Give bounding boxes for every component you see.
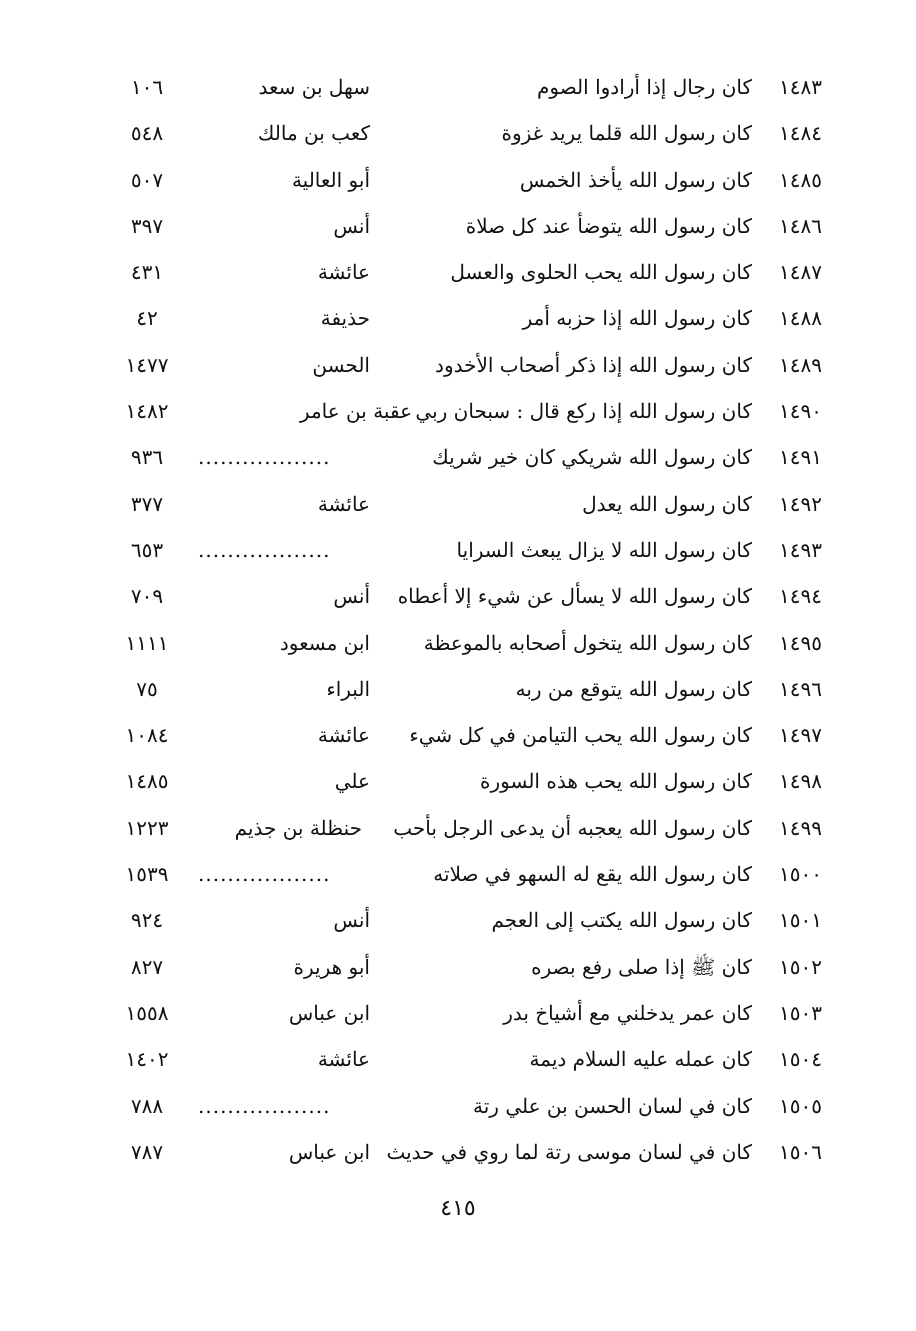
list-item — [110, 66, 822, 112]
entry-narrator: عائشة — [317, 260, 370, 285]
entry-narrator: أبو هريرة — [293, 954, 370, 979]
entry-number: ١٤٨٤ — [779, 121, 822, 146]
entry-title: كان رسول الله قلما يريد غزوة — [501, 121, 752, 146]
dotted-leader: .................. — [198, 1093, 331, 1118]
entry-narrator: ابن عباس — [288, 1000, 370, 1025]
entry-reference: ١٤٠٢ — [125, 1047, 169, 1072]
entry-narrator: علي — [334, 769, 370, 794]
entry-number: ١٥٠٦ — [779, 1139, 822, 1164]
list-item — [110, 297, 822, 343]
entry-reference: ١٤٨٢ — [125, 399, 169, 424]
entry-reference: ٤٣١ — [130, 260, 164, 285]
entry-title: كان في لسان موسى رتة لما روي في حديث — [386, 1139, 752, 1164]
list-item — [110, 251, 822, 297]
list-item — [110, 529, 822, 575]
list-item — [110, 622, 822, 668]
entry-title: كان ﷺ إذا صلى رفع بصره — [531, 954, 752, 979]
entry-title: كان رسول الله لا يزال يبعث السرايا — [456, 537, 752, 562]
entry-title: كان رسول الله يقع له السهو في صلاته — [433, 862, 752, 887]
dotted-leader: .................. — [198, 445, 331, 470]
entry-reference: ١٠٨٤ — [125, 723, 169, 748]
entry-number: ١٤٨٦ — [779, 213, 822, 238]
entry-title: كان رسول الله يحب التيامن في كل شيء — [409, 723, 752, 748]
entry-title: كان رسول الله يحب هذه السورة — [480, 769, 752, 794]
page-number: ٤١٥ — [440, 1196, 476, 1221]
entry-narrator: الحسن — [312, 352, 370, 377]
entry-number: ١٤٩٤ — [779, 584, 822, 609]
dotted-leader: .................. — [198, 537, 331, 562]
entry-title: كان رسول الله شريكي كان خير شريك — [432, 445, 752, 470]
list-item — [110, 390, 822, 436]
entry-reference: ٥٠٧ — [130, 167, 164, 192]
entry-number: ١٥٠٠ — [779, 862, 822, 887]
entry-reference: ١٢٢٣ — [125, 815, 169, 840]
entry-narrator: عائشة — [317, 491, 370, 516]
entry-narrator: عائشة — [317, 723, 370, 748]
entry-narrator: عقبة بن عامر — [299, 399, 412, 424]
entry-number: ١٤٨٣ — [779, 75, 822, 99]
entry-reference: ٧٠٩ — [130, 584, 164, 609]
entry-title: كان رسول الله يتخول أصحابه بالموعظة — [423, 630, 752, 655]
entry-reference: ٧٥ — [136, 676, 158, 701]
entry-number: ١٤٩٦ — [779, 676, 822, 701]
entry-reference: ٧٨٧ — [130, 1139, 164, 1164]
entry-number: ١٤٨٧ — [779, 260, 822, 285]
entry-narrator: أنس — [333, 908, 370, 933]
list-item — [110, 992, 822, 1038]
entry-number: ١٥٠١ — [779, 908, 822, 933]
list-item — [110, 436, 822, 482]
entry-reference: ١٥٥٨ — [125, 1000, 169, 1025]
list-item — [110, 483, 822, 529]
list-item — [110, 344, 822, 390]
entry-title: كان رسول الله إذا ذكر أصحاب الأخدود — [435, 352, 752, 377]
entry-reference: ٧٨٨ — [130, 1093, 164, 1118]
entry-title: كان عمر يدخلني مع أشياخ بدر — [503, 1000, 752, 1025]
entry-title: كان رسول الله يعجبه أن يدعى الرجل بأحب — [393, 815, 752, 840]
entry-narrator: أبو العالية — [291, 167, 370, 192]
list-item — [110, 899, 822, 945]
entry-number: ١٤٨٩ — [779, 352, 822, 377]
entry-narrator: ابن عباس — [288, 1139, 370, 1164]
entry-narrator: أنس — [333, 584, 370, 609]
list-item — [110, 807, 822, 853]
list-item — [110, 1038, 822, 1084]
entry-reference: ١٥٣٩ — [125, 862, 169, 887]
entry-number: ١٥٠٢ — [779, 954, 822, 979]
entry-title: كان رسول الله يحب الحلوى والعسل — [450, 260, 752, 285]
entry-number: ١٥٠٤ — [779, 1047, 822, 1072]
entry-reference: ١٤٧٧ — [125, 352, 169, 377]
entry-reference: ٩٢٤ — [130, 908, 164, 933]
list-item — [110, 714, 822, 760]
entry-reference: ٥٤٨ — [130, 121, 164, 146]
entry-narrator: ابن مسعود — [279, 630, 370, 655]
entry-title: كان عمله عليه السلام ديمة — [529, 1047, 752, 1072]
list-item — [110, 575, 822, 621]
entry-number: ١٤٩٨ — [779, 769, 822, 794]
entry-narrator: حنظلة بن جذيم — [234, 815, 362, 840]
entry-reference: ٣٧٧ — [130, 491, 164, 516]
hadith-index-list — [110, 66, 822, 1177]
entry-title: كان رسول الله يتوقع من ربه — [515, 676, 752, 701]
list-item — [110, 668, 822, 714]
entry-number: ١٤٩٣ — [779, 537, 822, 562]
entry-reference: ٨٢٧ — [130, 954, 164, 979]
entry-reference: ١١١١ — [125, 630, 169, 655]
entry-number: ١٤٨٨ — [779, 306, 822, 331]
entry-number: ١٤٨٥ — [779, 167, 822, 192]
list-item — [110, 946, 822, 992]
entry-title: كان رجال إذا أرادوا الصوم — [537, 75, 752, 99]
entry-number: ١٤٩٧ — [779, 723, 822, 748]
entry-number: ١٤٩٠ — [779, 399, 822, 424]
entry-number: ١٥٠٣ — [779, 1000, 822, 1025]
entry-reference: ٣٩٧ — [130, 213, 164, 238]
list-item — [110, 853, 822, 899]
entry-title: كان رسول الله يتوضأ عند كل صلاة — [465, 213, 752, 238]
entry-number: ١٥٠٥ — [779, 1093, 822, 1118]
entry-reference: ٤٢ — [136, 306, 158, 331]
entry-narrator: أنس — [333, 213, 370, 238]
entry-title: كان رسول الله لا يسأل عن شيء إلا أعطاه — [397, 584, 752, 609]
entry-title: كان في لسان الحسن بن علي رتة — [473, 1093, 752, 1118]
entry-reference: ١٠٦ — [130, 75, 164, 99]
entry-narrator: البراء — [326, 676, 370, 701]
entry-narrator: عائشة — [317, 1047, 370, 1072]
dotted-leader: .................. — [198, 862, 331, 887]
entry-narrator: كعب بن مالك — [257, 121, 370, 146]
list-item — [110, 1131, 822, 1177]
entry-reference: ٦٥٣ — [130, 537, 164, 562]
list-item — [110, 205, 822, 251]
entry-number: ١٤٩١ — [779, 445, 822, 470]
entry-narrator: سهل بن سعد — [258, 75, 370, 99]
entry-number: ١٤٩٢ — [779, 491, 822, 516]
entry-number: ١٤٩٩ — [779, 815, 822, 840]
list-item — [110, 760, 822, 806]
entry-reference: ١٤٨٥ — [125, 769, 169, 794]
entry-number: ١٤٩٥ — [779, 630, 822, 655]
list-item — [110, 1085, 822, 1131]
entry-reference: ٩٣٦ — [130, 445, 164, 470]
entry-title: كان رسول الله يعدل — [582, 491, 752, 516]
entry-narrator: حذيفة — [320, 306, 370, 331]
entry-title: كان رسول الله إذا ركع قال : سبحان ربي — [415, 399, 752, 424]
entry-title: كان رسول الله يكتب إلى العجم — [491, 908, 752, 933]
list-item — [110, 159, 822, 205]
entry-title: كان رسول الله يأخذ الخمس — [519, 167, 752, 192]
entry-title: كان رسول الله إذا حزبه أمر — [522, 306, 752, 331]
list-item — [110, 112, 822, 158]
